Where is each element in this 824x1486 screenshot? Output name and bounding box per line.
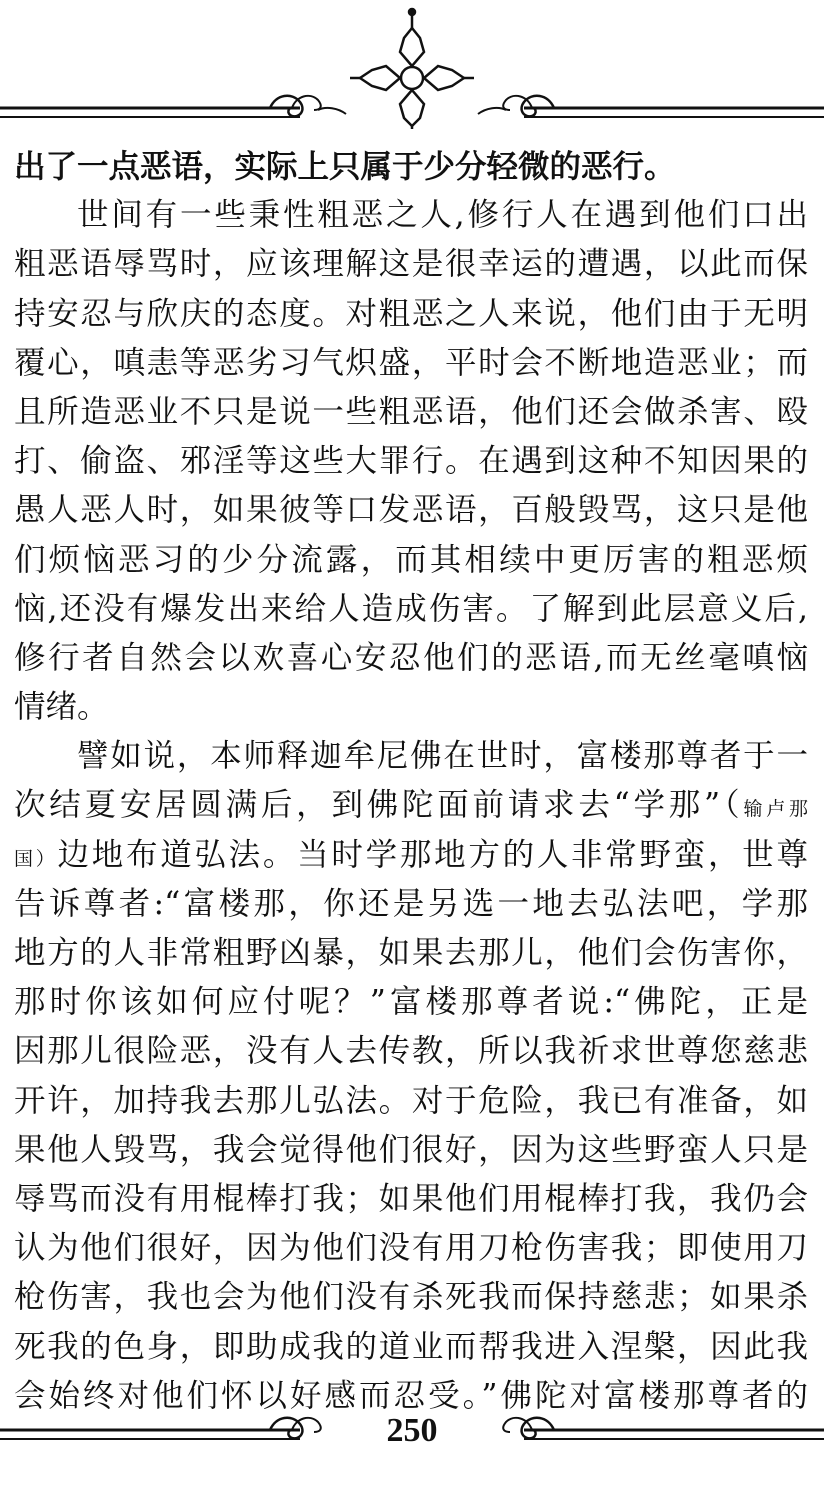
line-text: 会始终对他们怀以好感而忍受。”佛陀对富楼那尊者的: [14, 1377, 808, 1414]
text-line: [14, 880, 808, 929]
text-line: [14, 1323, 808, 1372]
line-text: 次结夏安居圆满后，到佛陀面前请求去“学那”（: [14, 787, 744, 824]
inline-note: 输卢那: [743, 798, 808, 821]
text-line: [14, 339, 808, 388]
line-text: 愚人恶人时，如果彼等口发恶语，百般毁骂，这只是他: [14, 492, 808, 529]
line-text: 死我的色身，即助成我的道业而帮我进入涅槃，因此我: [14, 1328, 808, 1365]
vajra-icon: [350, 9, 474, 129]
inline-note: 国）: [14, 847, 58, 870]
text-line: [14, 634, 808, 683]
text-line: [14, 929, 808, 978]
line-text: 恼,还没有爆发出来给人造成伤害。了解到此层意义后,: [14, 590, 808, 627]
text-line: [14, 683, 808, 732]
text-line: [14, 732, 808, 781]
line-text: 情绪。: [14, 689, 109, 726]
text-line: [14, 585, 808, 634]
body-text: [14, 142, 808, 1421]
text-line: [14, 388, 808, 437]
text-line: [14, 1126, 808, 1175]
page-number: 250: [386, 1412, 438, 1449]
line-text: 枪伤害，我也会为他们没有杀死我而保持慈悲；如果杀: [14, 1279, 808, 1316]
line-text: 出了一点恶语，实际上只属于少分轻微的恶行。: [14, 148, 676, 185]
text-line: [14, 1273, 808, 1322]
line-text: 且所造恶业不只是说一些粗恶语，他们还会做杀害、殴: [14, 393, 808, 430]
line-text: 持安忍与欣庆的态度。对粗恶之人来说，他们由于无明: [14, 295, 808, 332]
line-text: 那时你该如何应付呢？”富楼那尊者说:“佛陀，正是: [14, 984, 808, 1021]
text-line: [14, 1224, 808, 1273]
text-line: [14, 191, 808, 240]
line-text: 开许，加持我去那儿弘法。对于危险，我已有准备，如: [14, 1082, 808, 1119]
text-line: [14, 831, 808, 880]
header-ornament: [0, 0, 824, 130]
text-line: [14, 1027, 808, 1076]
line-text: 果他人毁骂，我会觉得他们很好，因为这些野蛮人只是: [14, 1131, 808, 1168]
line-text: 粗恶语辱骂时，应该理解这是很幸运的遭遇，以此而保: [14, 246, 808, 283]
line-text: 因那儿很险恶，没有人去传教，所以我祈求世尊您慈悲: [14, 1033, 808, 1070]
line-text: 譬如说，本师释迦牟尼佛在世时，富楼那尊者于一: [77, 738, 808, 775]
line-text: 覆心，嗔恚等恶劣习气炽盛，平时会不断地造恶业；而: [14, 344, 808, 381]
line-text: 们烦恼恶习的少分流露，而其相续中更厉害的粗恶烦: [14, 541, 808, 578]
line-text: 打、偷盗、邪淫等这些大罪行。在遇到这种不知因果的: [14, 443, 808, 480]
line-text: 认为他们很好，因为他们没有用刀枪伤害我；即使用刀: [14, 1230, 808, 1267]
text-line: [14, 437, 808, 486]
text-line: [14, 978, 808, 1027]
line-text: 边地布道弘法。当时学那地方的人非常野蛮，世尊: [57, 836, 808, 873]
text-line: [14, 781, 808, 830]
line-text: 辱骂而没有用棍棒打我；如果他们用棍棒打我，我仍会: [14, 1180, 808, 1217]
text-line: [14, 1175, 808, 1224]
text-line: [14, 142, 808, 191]
text-line: [14, 1077, 808, 1126]
line-text: 世间有一些秉性粗恶之人,修行人在遇到他们口出: [77, 197, 808, 234]
text-line: [14, 536, 808, 585]
text-line: [14, 240, 808, 289]
line-text: 地方的人非常粗野凶暴，如果去那儿，他们会伤害你，: [14, 935, 808, 971]
text-line: [14, 486, 808, 535]
line-text: 告诉尊者:“富楼那，你还是另选一地去弘法吧，学那: [14, 885, 808, 922]
text-line: [14, 290, 808, 339]
line-text: 修行者自然会以欢喜心安忍他们的恶语,而无丝毫嗔恼: [14, 639, 808, 676]
